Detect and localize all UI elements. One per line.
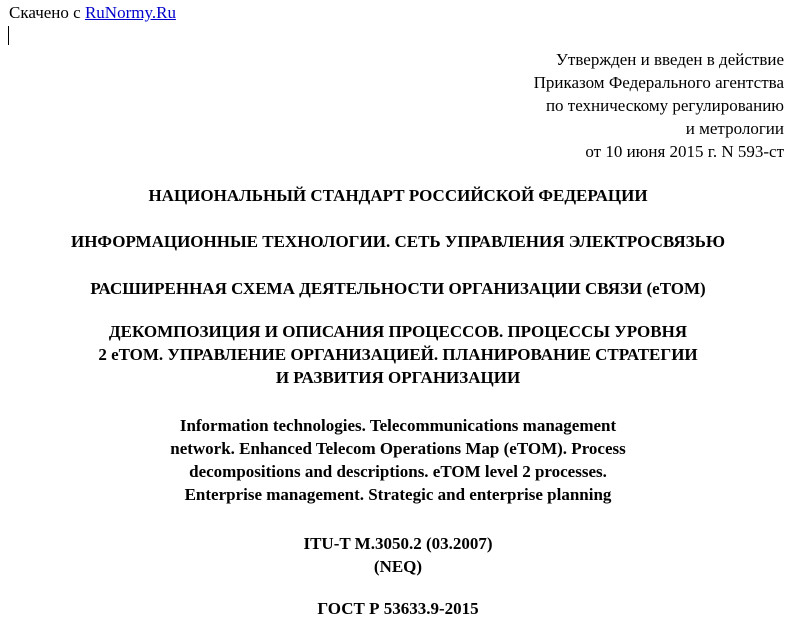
title-line: ИНФОРМАЦИОННЫЕ ТЕХНОЛОГИИ. СЕТЬ УПРАВЛЕНИЯ ЭЛЕКТРОСВЯЗЬЮ [70,232,725,251]
english-title-line: Information technologies. Telecommunications management [179,416,617,435]
text-cursor [8,26,9,45]
approval-line: Приказом Федерального агентства [533,73,784,92]
approval-line: Утвержден и введен в действие [555,50,784,69]
equivalence-degree: (NEQ) [373,557,423,576]
itu-code: ITU-T M.3050.2 (03.2007) [303,534,493,553]
title-line: 2 eTOM. УПРАВЛЕНИЕ ОРГАНИЗАЦИЕЙ. ПЛАНИРОВАНИЕ СТРАТЕГИИ [98,345,698,364]
approval-line: от 10 июня 2015 г. N 593-ст [585,142,784,161]
approval-line: и метрологии [685,119,784,138]
gost-number: ГОСТ Р 53633.9-2015 [317,599,479,618]
title-line: ДЕКОМПОЗИЦИЯ И ОПИСАНИЯ ПРОЦЕССОВ. ПРОЦЕССЫ УРОВНЯ [108,322,688,341]
etom-scheme-title [0,277,790,300]
source-line [9,3,176,23]
english-title-line: Enterprise management. Strategic and enterprise planning [184,485,612,504]
title-line: НАЦИОНАЛЬНЫЙ СТАНДАРТ РОССИЙСКОЙ ФЕДЕРАЦИИ [148,186,648,205]
approval-line: по техническому регулированию [545,96,784,115]
title-line: РАСШИРЕННАЯ СХЕМА ДЕЯТЕЛЬНОСТИ ОРГАНИЗАЦИИ СВЯЗИ (eTOM) [90,279,706,298]
approval-block [534,48,784,163]
decomposition-title [0,320,790,389]
english-title-line: network. Enhanced Telecom Operations Map (eTOM). Process [170,439,626,458]
it-network-title [0,230,790,253]
title-line: И РАЗВИТИЯ ОРГАНИЗАЦИИ [275,368,521,387]
english-title [0,414,790,506]
english-title-line: decompositions and descriptions. eTOM level 2 processes. [189,462,607,481]
runormy-link[interactable]: RuNormy.Ru [84,3,176,22]
standard-designation [0,597,790,620]
national-standard-title [0,184,790,207]
itu-reference [0,532,790,578]
downloaded-from-label: Скачено с [9,3,81,22]
